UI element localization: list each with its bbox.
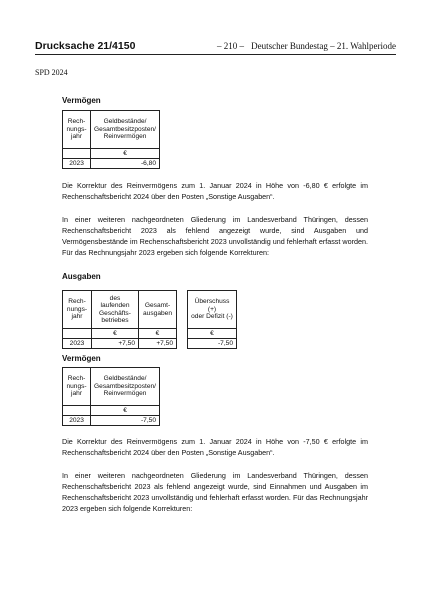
row-gesamt: +7,50: [139, 339, 177, 349]
column-header-ueberschuss-defizit: Überschuss (+) oder Defizit (-): [188, 291, 237, 329]
document-reference: Drucksache 21/4150: [35, 40, 136, 52]
table-row: [63, 416, 160, 426]
table-row: [63, 339, 177, 349]
vermoegen-table: [62, 110, 160, 169]
correction-note-2: Die Korrektur des Reinvermögens zum 1. Januar 2024 in Höhe von -7,50 € erfolgte im Rechenschaftsbericht 2024 über den Posten „Sonstige Ausgaben“.: [62, 437, 368, 457]
unit-label: €: [92, 329, 139, 339]
unit-spacer: [63, 406, 91, 416]
column-header-rechnungsjahr: Rech- nungs- jahr: [63, 291, 92, 329]
column-header-reinvermoegen: Geldbestände/ Gesamtbesitzposten/ Reinvermögen: [91, 368, 160, 406]
paragraph-thueringen-1: In einer weiteren nachgeordneten Gliederung im Landesverband Thüringen, dessen Rechenschaftsbericht 2023 als fehlend angezeigt wurde, sind Ausgaben und Vermögensbestände im Rechenschaftsbericht 2023 unvollständig und fehlerhaft erfasst worden. Für das Rechnungsjahr 2023 ergeben sich folgende Korrekturen:: [62, 215, 368, 257]
column-header-reinvermoegen: Geldbestände/ Gesamtbesitzposten/ Reinvermögen: [91, 111, 160, 149]
row-year: 2023: [63, 416, 91, 426]
publisher-label: Deutscher Bundestag – 21. Wahlperiode: [251, 41, 396, 51]
section-heading-vermoegen-2: Vermögen: [62, 354, 101, 363]
unit-label: €: [139, 329, 177, 339]
column-header-rechnungsjahr: Rech- nungs- jahr: [63, 111, 91, 149]
row-year: 2023: [63, 159, 91, 169]
table-row: [188, 339, 237, 349]
page-number: – 210 –: [217, 41, 244, 51]
row-ueberschuss: -7,50: [188, 339, 237, 349]
unit-spacer: [63, 149, 91, 159]
unit-label: €: [91, 406, 160, 416]
unit-label: €: [91, 149, 160, 159]
party-label: SPD 2024: [35, 68, 68, 77]
column-header-laufender-geschaeftsbetrieb: des laufenden Geschäfts- betriebes: [92, 291, 139, 329]
column-header-gesamtausgaben: Gesamt- ausgaben: [139, 291, 177, 329]
row-year: 2023: [63, 339, 92, 349]
row-value: -6,80: [91, 159, 160, 169]
section-heading-ausgaben: Ausgaben: [62, 272, 101, 281]
ueberschuss-table: [187, 290, 237, 349]
unit-label: €: [188, 329, 237, 339]
unit-spacer: [63, 329, 92, 339]
row-laufend: +7,50: [92, 339, 139, 349]
correction-note-1: Die Korrektur des Reinvermögens zum 1. Januar 2024 in Höhe von -6,80 € erfolgte im Rechenschaftsbericht 2024 über den Posten „Sonstige Ausgaben“.: [62, 181, 368, 201]
ausgaben-table: [62, 290, 177, 349]
section-heading-vermoegen: Vermögen: [62, 96, 101, 105]
row-value: -7,50: [91, 416, 160, 426]
vermoegen-table-2: [62, 367, 160, 426]
column-header-rechnungsjahr: Rech- nungs- jahr: [63, 368, 91, 406]
header-rule: [35, 54, 396, 55]
table-row: [63, 159, 160, 169]
paragraph-thueringen-2: In einer weiteren nachgeordneten Gliederung im Landesverband Thüringen, dessen Rechenschaftsbericht 2023 als fehlend angezeigt wurde, sind Einnahmen und Ausgaben im Rechenschaftsbericht 2023 unvollständig und fehlerhaft erfasst worden. Für das Rechnungsjahr 2023 ergeben sich folgende Korrekturen:: [62, 471, 368, 513]
